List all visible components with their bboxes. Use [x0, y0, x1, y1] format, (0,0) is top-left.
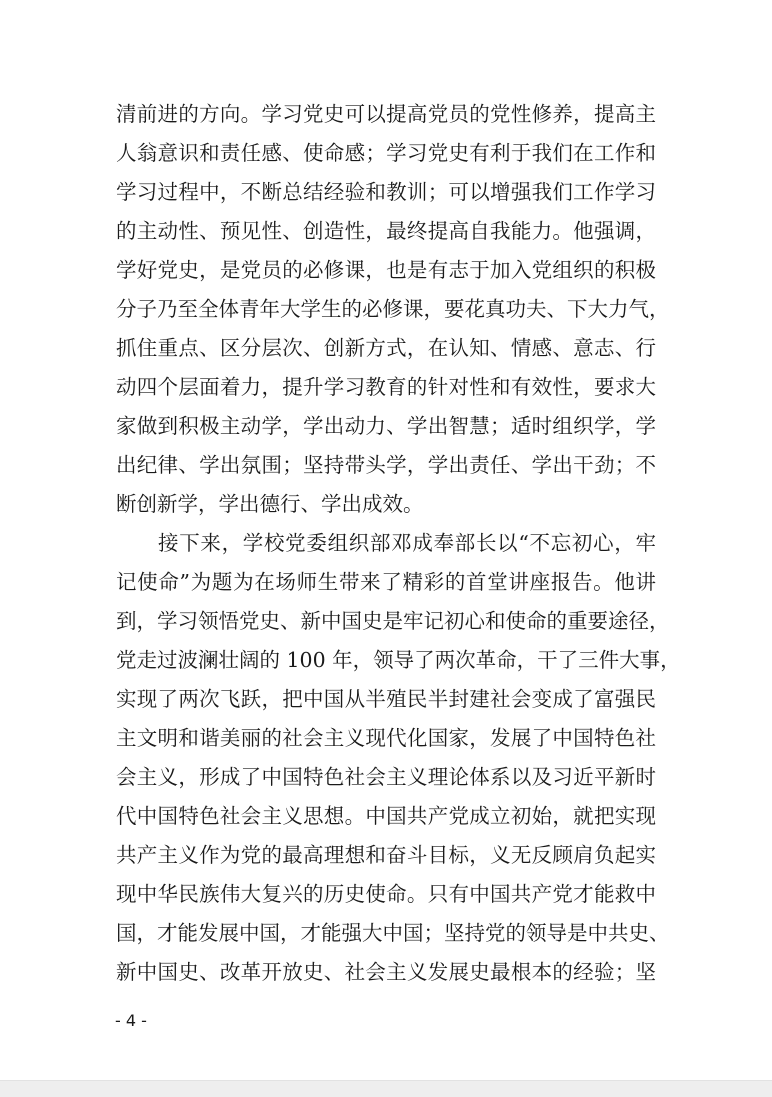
body-text-line: 会主义，形成了中国特色社会主义理论体系以及习近平新时 — [116, 765, 656, 789]
body-text-line: 断创新学，学出德行、学出成效。 — [116, 492, 424, 516]
body-text-line: 人翁意识和责任感、使命感；学习党史有利于我们在工作和 — [116, 141, 656, 165]
body-text-line: 国，才能发展中国，才能强大中国；坚持党的领导是中共史、 — [116, 921, 670, 945]
body-text-line: 抓住重点、区分层次、创新方式，在认知、情感、意志、行 — [116, 336, 656, 360]
body-text-line: 实现了两次飞跃，把中国从半殖民半封建社会变成了富强民 — [116, 687, 656, 711]
body-text-line: 到，学习领悟党史、新中国史是牢记初心和使命的重要途径， — [116, 609, 670, 633]
body-text-line: 党走过波澜壮阔的 100 年，领导了两次革命，干了三件大事， — [116, 648, 681, 672]
paragraph-first-line: 接下来，学校党委组织部邓成奉部长以“不忘初心，牢 — [158, 531, 656, 555]
body-text-line: 主文明和谐美丽的社会主义现代化国家，发展了中国特色社 — [116, 726, 656, 750]
body-text-line: 学习过程中，不断总结经验和教训；可以增强我们工作学习 — [116, 180, 656, 204]
body-text-line: 学好党史，是党员的必修课，也是有志于加入党组织的积极 — [116, 258, 656, 282]
viewer-bottom-bar — [0, 1080, 772, 1097]
body-text-line: 出纪律、学出氛围；坚持带头学，学出责任、学出干劲；不 — [116, 453, 656, 477]
body-text-line: 代中国特色社会主义思想。中国共产党成立初始，就把实现 — [116, 804, 656, 828]
body-text-line: 动四个层面着力，提升学习教育的针对性和有效性，要求大 — [116, 375, 656, 399]
body-text-line: 共产主义作为党的最高理想和奋斗目标，义无反顾肩负起实 — [116, 843, 656, 867]
body-text-line: 现中华民族伟大复兴的历史使命。只有中国共产党才能救中 — [116, 882, 656, 906]
body-text-line: 新中国史、改革开放史、社会主义发展史最根本的经验；坚 — [116, 960, 656, 984]
body-text-line: 分子乃至全体青年大学生的必修课，要花真功夫、下大力气， — [116, 297, 670, 321]
page-number: - 4 - — [115, 1011, 147, 1030]
body-text-line: 清前进的方向。学习党史可以提高党员的党性修养，提高主 — [116, 102, 656, 126]
body-text-line: 记使命”为题为在场师生带来了精彩的首堂讲座报告。他讲 — [116, 570, 656, 594]
body-text-line: 的主动性、预见性、创造性，最终提高自我能力。他强调， — [116, 219, 656, 243]
body-text-line: 家做到积极主动学，学出动力、学出智慧；适时组织学，学 — [116, 414, 656, 438]
